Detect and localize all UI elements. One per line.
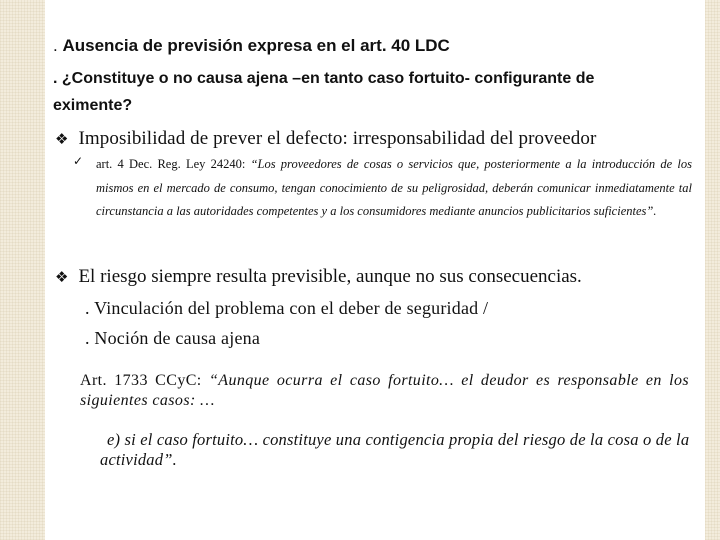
slide-content [45, 0, 705, 540]
checkmark-icon: ✓ [73, 154, 84, 168]
bullet-riesgo [55, 266, 582, 288]
clause-e-text: e) si el caso fortuito… constituye una contigencia propia del riesgo de la cosa o de la actividad”. [100, 430, 690, 469]
diamond-bullet-icon: ❖ [55, 130, 69, 148]
heading-ausencia [53, 36, 450, 56]
bullet-text: Imposibilidad de prever el defecto: irresponsabilidad del proveedor [78, 128, 597, 149]
clause-e [100, 430, 690, 470]
question-line-end: eximente? [53, 97, 133, 114]
sub-item-vinculacion: . Vinculación del problema con el deber de seguridad / [85, 298, 489, 318]
article-1733 [80, 371, 689, 411]
quote-article-4 [96, 153, 692, 224]
sub-item-causa-ajena: . Noción de causa ajena [85, 328, 261, 348]
bullet-text: El riesgo siempre resulta previsible, aunque no sus consecuencias. [78, 266, 582, 287]
article-quote: “Aunque ocurra el caso fortuito… el deudor es responsable en los siguientes casos: … [80, 372, 689, 409]
question-line: . ¿Constituye o no causa ajena –en tanto caso fortuito- configurante de [53, 70, 595, 87]
quote-body: “Los proveedores de cosas o servicios que, posteriormente a la introducción de los mismos en el mercado de consumo, tengan conocimiento de su peligrosidad, deberán comunicar inmediatamente tal circunstancia a las autoridades competentes y a los consumidores mediante anuncios publicitarios suficientes”. [96, 157, 692, 218]
quote-lead: art. 4 Dec. Reg. Ley 24240: [96, 157, 251, 171]
heading-prefix: . [53, 36, 63, 55]
diamond-bullet-icon: ❖ [55, 268, 69, 286]
bullet-imposibilidad [55, 128, 596, 150]
article-lead: Art. 1733 CCyC: [80, 372, 209, 389]
heading-text: Ausencia de previsión expresa en el art. 40 LDC [62, 36, 450, 55]
